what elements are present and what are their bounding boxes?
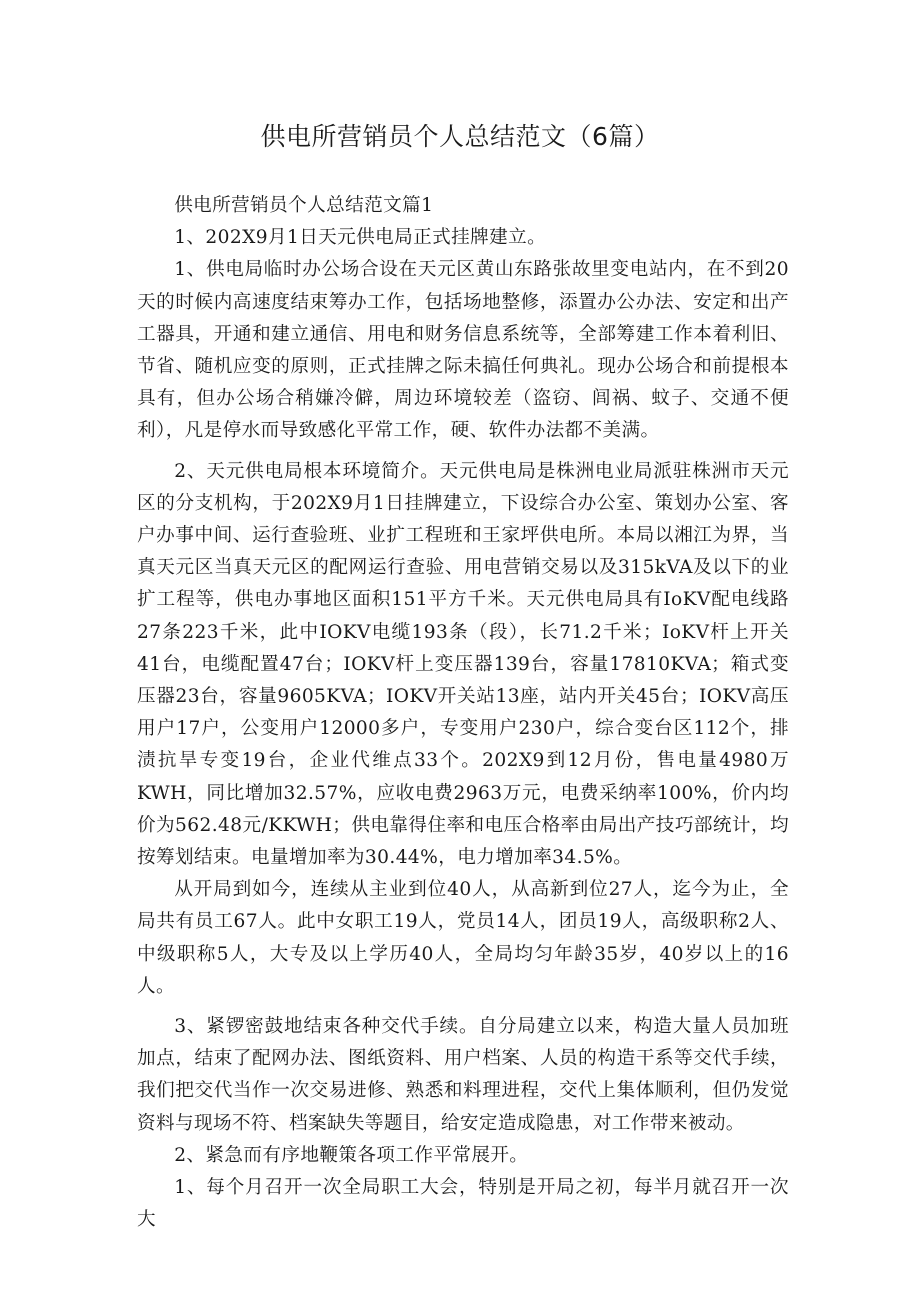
document-body xyxy=(137,190,789,1237)
section-heading: 供电所营销员个人总结范文篇1 xyxy=(174,195,434,216)
paragraph: 1、供电局临时办公场合设在天元区黄山东路张故里变电站内，在不到20天的时候内高速度结束筹办工作，包括场地整修，添置办公办法、安定和出产工器具，开通和建立通信、用电和财务信息系统等，全部筹建工作本着利旧、节省、随机应变的原则，正式挂牌之际未搞任何典礼。现办公场合和前提根本具有，但办公场合稍嫌冷僻，周边环境较差（盗窃、闾祸、蚊子、交通不便利），凡是停水而导致感化平常工作，硬、软件办法都不美满。 xyxy=(137,259,789,442)
paragraph: 从开局到如今，连续从主业到位40人，从高新到位27人，迄今为止，全局共有员工67人。此中女职工19人，党员14人，团员19人，高级职称2人、中级职称5人，大专及以上学历40人，全局均匀年龄35岁，40岁以上的16人。 xyxy=(137,879,789,997)
paragraph: 1、202X9月1日天元供电局正式挂牌建立。 xyxy=(174,227,547,249)
document-title: 供电所营销员个人总结范文（6篇） xyxy=(260,122,660,151)
paragraph: 2、紧急而有序地鞭策各项工作平常展开。 xyxy=(174,1144,529,1166)
paragraph: 2、天元供电局根本环境简介。天元供电局是株洲电业局派驻株洲市天元区的分支机构，于202X9月1日挂牌建立，下设综合办公室、策划办公室、客户办事中间、运行查验班、业扩工程班和王家坪供电所。本局以湘江为界，当真天元区当真天元区的配网运行查验、用电营销交易以及315kVA及以下的业扩工程等，供电办事地区面积151平方千米。天元供电局具有IoKV配电线路27条223千米，此中IOKV电缆193条（段），长71.2千米；IoKV杆上开关41台，电缆配置47台；IOKV杆上变压器139台，容量17810KVA；箱式变压器23台，容量9605KVA；IOKV开关站13座，站内开关45台；IOKV高压用户17户，公变用户12000多户，专变用户230户，综合变台区112个，排渍抗旱专变19台，企业代维点33个。202X9到12月份，售电量4980万KWH，同比增加32.57%，应收电费2963万元，电费采纳率100%，价内均价为562.48元/KKWH；供电靠得住率和电压合格率由局出产技巧部统计，均按筹划结束。电量增加率为30.44%，电力增加率34.5%。 xyxy=(137,460,789,869)
paragraph: 1、每个月召开一次全局职工大会，特别是开局之初，每半月就召开一次大 xyxy=(137,1177,789,1231)
paragraph: 3、紧锣密鼓地结束各种交代手续。自分局建立以来，构造大量人员加班加点，结束了配网办法、图纸资料、用户档案、人员的构造干系等交代手续，我们把交代当作一次交易进修、熟悉和料理进程，交代上集体顺利，但仍发觉资料与现场不符、档案缺失等题目，给安定造成隐患，对工作带来被动。 xyxy=(137,1016,789,1134)
